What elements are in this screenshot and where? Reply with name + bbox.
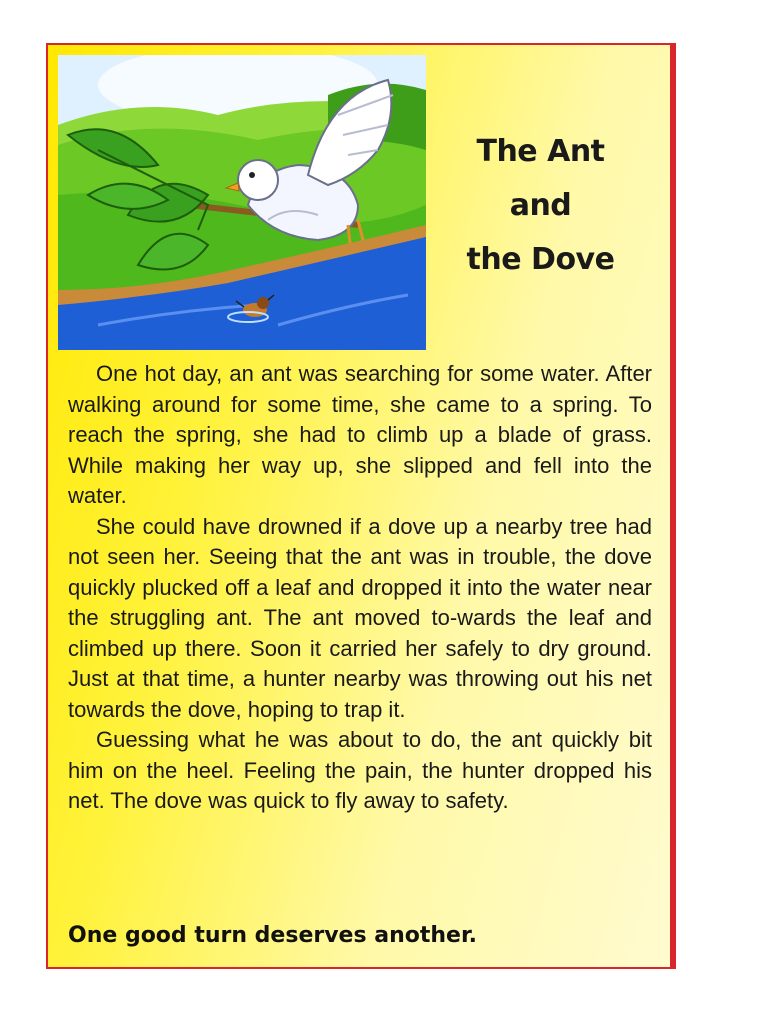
dove-and-ant-illustration bbox=[58, 55, 426, 350]
story-paragraph-1: One hot day, an ant was searching for some water. After walking around for some time, she came to a spring. To reach the spring, she had to climb up a blade of grass. While making her way up, she slipped and fell into the water. bbox=[68, 361, 652, 508]
story-paragraph-2: She could have drowned if a dove up a nearby tree had not seen her. Seeing that the ant was in trouble, the dove quickly plucked off a leaf and dropped it into the water near the struggling ant. The ant moved to-wards the leaf and climbed up there. Soon it carried her safely to dry ground. Just at that time, a hunter nearby was throwing out his net towards the dove, hoping to trap it. bbox=[68, 513, 652, 722]
story-moral: One good turn deserves another. bbox=[68, 923, 478, 948]
story-title bbox=[448, 125, 633, 287]
title-line-2: and bbox=[509, 188, 572, 223]
story-text bbox=[68, 359, 652, 817]
story-paragraph-3: Guessing what he was about to do, the ant quickly bit him on the heel. Feeling the pain, the hunter dropped his net. The dove was quick to fly away to safety. bbox=[68, 727, 652, 813]
story-page bbox=[46, 43, 676, 969]
title-line-1: The Ant bbox=[476, 134, 605, 169]
title-line-3: the Dove bbox=[466, 242, 615, 277]
illustration-svg bbox=[58, 55, 426, 350]
